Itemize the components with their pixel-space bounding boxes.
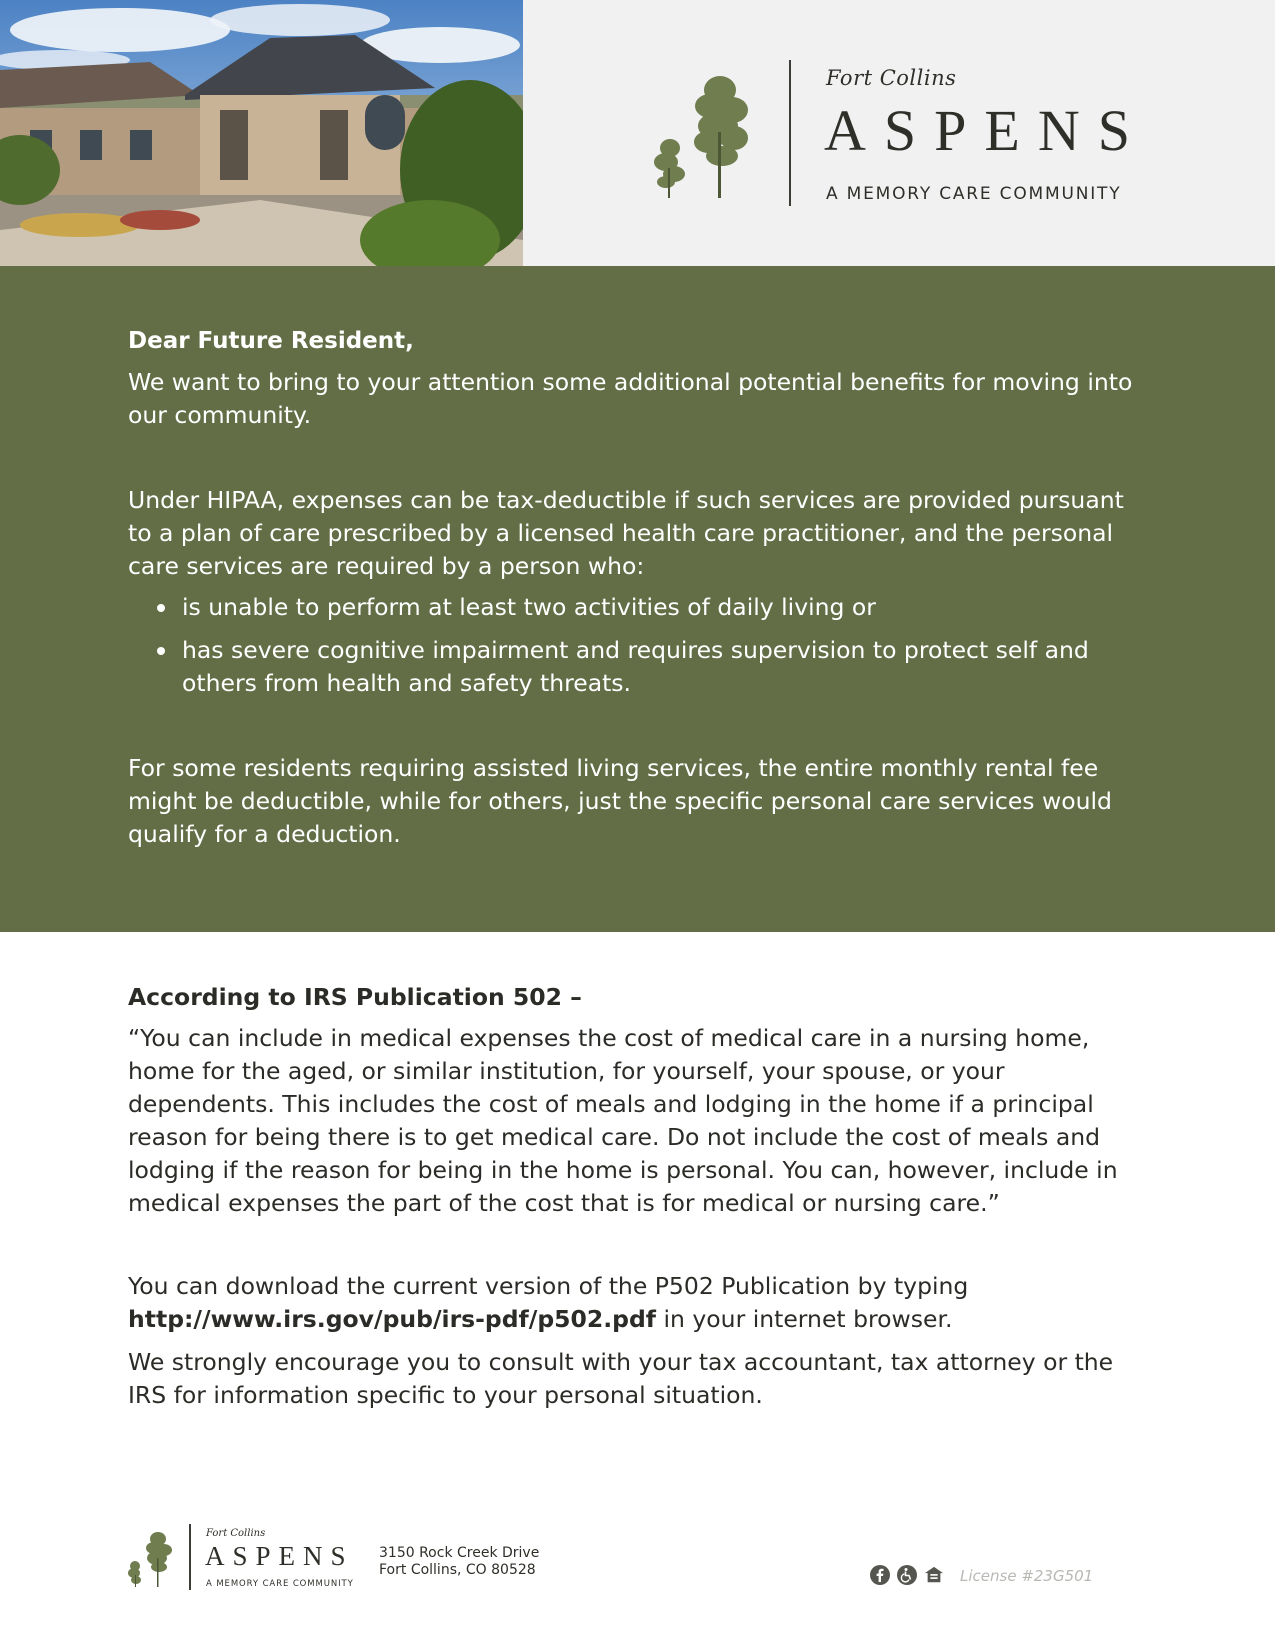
community-building-photo — [0, 0, 523, 266]
letter-band — [0, 266, 1275, 932]
irs-heading: According to IRS Publication 502 – — [128, 983, 582, 1011]
list-item: has severe cognitive impairment and requires supervision to protect self and others from health and safety threats. — [128, 634, 1148, 700]
address-line-2: Fort Collins, CO 80528 — [379, 1562, 536, 1578]
footer-address — [379, 1545, 539, 1579]
closing-paragraph: For some residents requiring assisted living services, the entire monthly rental fee might be deductible, while for others, just the specific personal care services would qualify for a deduction. — [128, 754, 1112, 848]
bullet-icon — [157, 604, 165, 612]
advice-paragraph: We strongly encourage you to consult with your tax accountant, tax attorney or the IRS for information specific to your personal situation. — [128, 1348, 1114, 1409]
irs-pdf-link[interactable]: http://www.irs.gov/pub/irs-pdf/p502.pdf — [128, 1305, 657, 1333]
facebook-icon[interactable] — [870, 1565, 890, 1585]
irs-quote: “You can include in medical expenses the cost of medical care in a nursing home, home for the aged, or similar institution, for yourself, your spouse, or your dependents. This includes the cost of meals and lodging in the home if a principal reason for being there is to get medical care. Do not include the cost of meals and lodging if the reason for being in the home is personal. You can, however, include in medical expenses the part of the cost that is for medical or nursing care.” — [128, 1024, 1118, 1217]
intro-paragraph: We want to bring to your attention some additional potential benefits for moving into our community. — [128, 368, 1133, 429]
greeting: Dear Future Resident, — [128, 328, 414, 354]
footer-logo-divider — [189, 1524, 191, 1590]
criteria-list — [128, 591, 1148, 700]
footer-logo-city: Fort Collins — [206, 1528, 266, 1539]
header — [0, 0, 1275, 266]
irs-section — [128, 982, 1158, 1412]
hipaa-paragraph: Under HIPAA, expenses can be tax-deductible if such services are provided pursuant to a plan of care prescribed by a licensed health care practitioner, and the personal care services are required by a person who: — [128, 486, 1124, 580]
aspen-trees-icon — [648, 72, 758, 202]
bullet-icon — [157, 647, 165, 655]
logo-wordmark: ASPENS — [824, 98, 1148, 163]
address-line-1: 3150 Rock Creek Drive — [379, 1545, 540, 1561]
footer-aspen-trees-icon — [126, 1530, 176, 1588]
logo-tagline: A MEMORY CARE COMMUNITY — [826, 184, 1122, 204]
license-number: License #23G501 — [960, 1567, 1094, 1585]
equal-housing-icon — [924, 1565, 944, 1585]
footer-icons — [870, 1565, 944, 1585]
list-item: is unable to perform at least two activities of daily living or — [128, 591, 1148, 624]
logo-divider — [789, 60, 791, 206]
letter-content — [128, 326, 1148, 851]
accessibility-icon — [897, 1565, 917, 1585]
footer-logo-wordmark: ASPENS — [205, 1541, 354, 1571]
footer-logo-tagline: A MEMORY CARE COMMUNITY — [206, 1579, 354, 1589]
logo-city: Fort Collins — [826, 66, 957, 90]
download-paragraph: You can download the current version of the P502 Publication by typing http://www.irs.gov/pub/irs-pdf/p502.pdf in your internet browser. — [128, 1272, 969, 1333]
